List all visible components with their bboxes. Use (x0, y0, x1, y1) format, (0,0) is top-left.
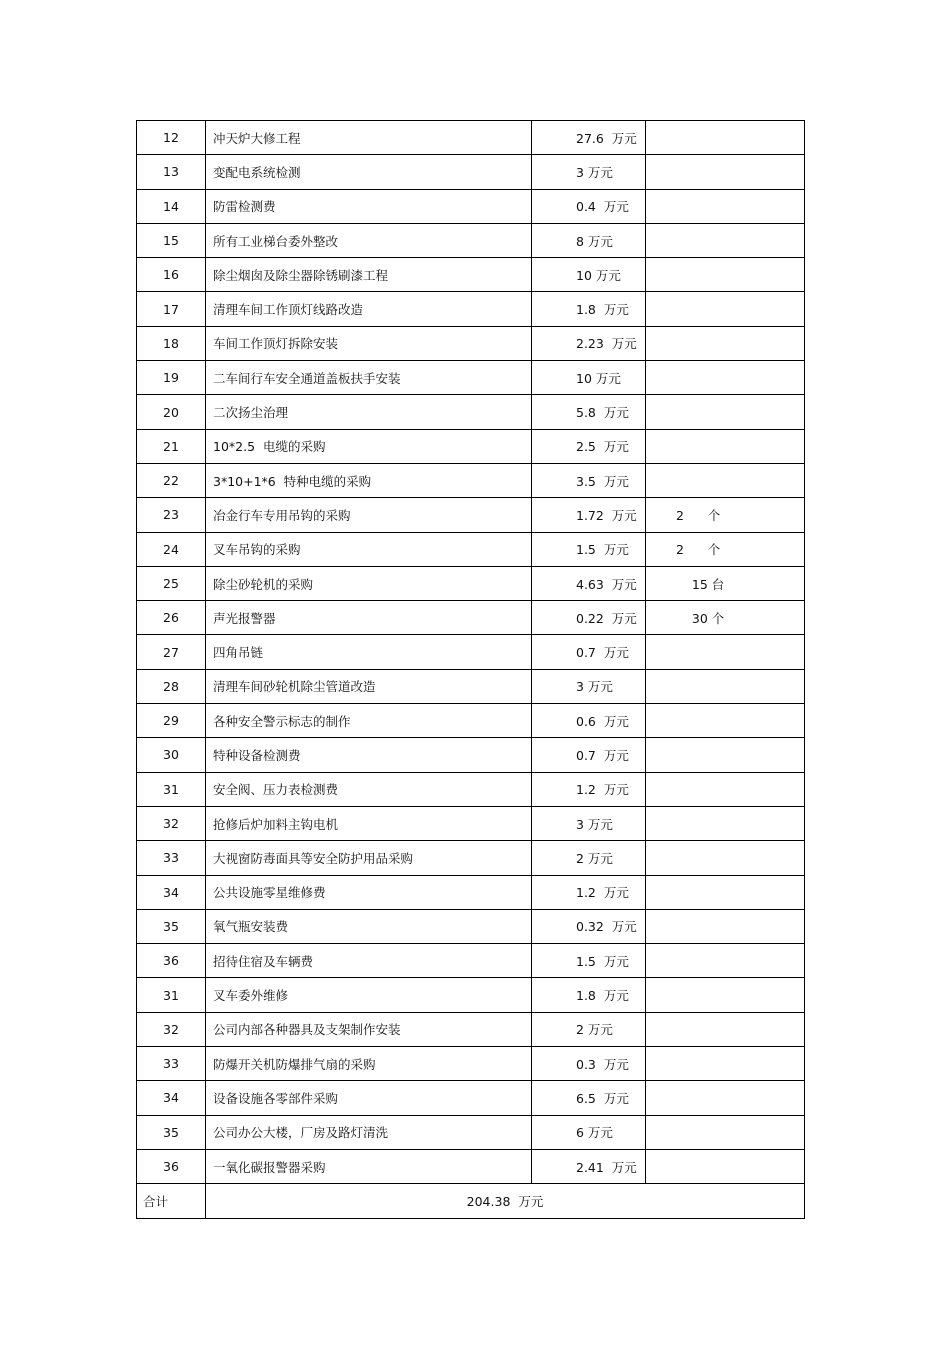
total-row (137, 1184, 805, 1218)
item-description: 叉车委外维修 (206, 978, 532, 1012)
item-description: 各种安全警示标志的制作 (206, 704, 532, 738)
table-row (137, 498, 805, 532)
row-number: 33 (137, 1047, 206, 1081)
item-description: 公司内部各种器具及支架制作安装 (206, 1012, 532, 1046)
item-description: 10*2.5 电缆的采购 (206, 429, 532, 463)
item-description: 抢修后炉加料主钩电机 (206, 806, 532, 840)
item-quantity (646, 704, 805, 738)
item-amount: 1.5 万元 (532, 944, 646, 978)
item-amount: 2.41 万元 (532, 1149, 646, 1183)
row-number: 18 (137, 326, 206, 360)
item-description: 招待住宿及车辆费 (206, 944, 532, 978)
item-amount: 3 万元 (532, 669, 646, 703)
table-row (137, 258, 805, 292)
row-number: 15 (137, 223, 206, 257)
item-quantity (646, 1149, 805, 1183)
item-quantity: 30 个 (646, 601, 805, 635)
item-amount: 2 万元 (532, 841, 646, 875)
total-label: 合计 (137, 1184, 206, 1218)
table-row (137, 155, 805, 189)
row-number: 24 (137, 532, 206, 566)
row-number: 33 (137, 841, 206, 875)
row-number: 26 (137, 601, 206, 635)
item-amount: 10 万元 (532, 361, 646, 395)
item-quantity (646, 429, 805, 463)
table-row (137, 326, 805, 360)
item-amount: 2.5 万元 (532, 429, 646, 463)
item-description: 叉车吊钩的采购 (206, 532, 532, 566)
row-number: 35 (137, 1115, 206, 1149)
item-amount: 0.22 万元 (532, 601, 646, 635)
table-row (137, 704, 805, 738)
table-row (137, 635, 805, 669)
row-number: 14 (137, 189, 206, 223)
item-amount: 0.4 万元 (532, 189, 646, 223)
table-row (137, 1081, 805, 1115)
row-number: 21 (137, 429, 206, 463)
row-number: 16 (137, 258, 206, 292)
table-row (137, 1115, 805, 1149)
item-description: 公共设施零星维修费 (206, 875, 532, 909)
item-quantity (646, 806, 805, 840)
item-description: 清理车间砂轮机除尘管道改造 (206, 669, 532, 703)
table-row (137, 532, 805, 566)
item-quantity (646, 841, 805, 875)
item-amount: 3 万元 (532, 155, 646, 189)
item-description: 四角吊链 (206, 635, 532, 669)
table-row (137, 944, 805, 978)
table-row (137, 1047, 805, 1081)
expense-table-body (137, 121, 805, 1219)
item-description: 变配电系统检测 (206, 155, 532, 189)
item-description: 氧气瓶安装费 (206, 909, 532, 943)
item-amount: 1.72 万元 (532, 498, 646, 532)
item-description: 安全阀、压力表检测费 (206, 772, 532, 806)
item-description: 清理车间工作顶灯线路改造 (206, 292, 532, 326)
total-value: 204.38 万元 (206, 1184, 805, 1218)
item-description: 特种设备检测费 (206, 738, 532, 772)
item-quantity (646, 189, 805, 223)
item-quantity (646, 463, 805, 497)
item-description: 防爆开关机防爆排气扇的采购 (206, 1047, 532, 1081)
row-number: 31 (137, 978, 206, 1012)
table-row (137, 189, 805, 223)
item-quantity (646, 121, 805, 155)
item-description: 冶金行车专用吊钩的采购 (206, 498, 532, 532)
item-amount: 4.63 万元 (532, 566, 646, 600)
item-amount: 0.6 万元 (532, 704, 646, 738)
table-row (137, 1012, 805, 1046)
item-quantity (646, 978, 805, 1012)
item-quantity: 2 个 (646, 498, 805, 532)
item-amount: 5.8 万元 (532, 395, 646, 429)
table-row (137, 806, 805, 840)
item-amount: 1.8 万元 (532, 978, 646, 1012)
row-number: 17 (137, 292, 206, 326)
table-row (137, 669, 805, 703)
item-amount: 6.5 万元 (532, 1081, 646, 1115)
item-quantity (646, 635, 805, 669)
item-description: 3*10+1*6 特种电缆的采购 (206, 463, 532, 497)
item-quantity (646, 292, 805, 326)
row-number: 36 (137, 944, 206, 978)
item-quantity (646, 944, 805, 978)
item-amount: 2 万元 (532, 1012, 646, 1046)
row-number: 25 (137, 566, 206, 600)
item-amount: 8 万元 (532, 223, 646, 257)
table-row (137, 978, 805, 1012)
table-row (137, 395, 805, 429)
item-quantity (646, 155, 805, 189)
item-amount: 1.2 万元 (532, 772, 646, 806)
item-amount: 3 万元 (532, 806, 646, 840)
table-row (137, 429, 805, 463)
table-row (137, 292, 805, 326)
item-description: 声光报警器 (206, 601, 532, 635)
table-row (137, 223, 805, 257)
item-amount: 0.3 万元 (532, 1047, 646, 1081)
table-row (137, 909, 805, 943)
item-amount: 6 万元 (532, 1115, 646, 1149)
row-number: 31 (137, 772, 206, 806)
item-amount: 1.2 万元 (532, 875, 646, 909)
item-amount: 3.5 万元 (532, 463, 646, 497)
item-quantity (646, 1047, 805, 1081)
item-description: 所有工业梯台委外整改 (206, 223, 532, 257)
item-description: 大视窗防毒面具等安全防护用品采购 (206, 841, 532, 875)
row-number: 23 (137, 498, 206, 532)
item-quantity (646, 875, 805, 909)
item-quantity (646, 772, 805, 806)
table-row (137, 361, 805, 395)
row-number: 34 (137, 875, 206, 909)
item-amount: 2.23 万元 (532, 326, 646, 360)
row-number: 27 (137, 635, 206, 669)
row-number: 22 (137, 463, 206, 497)
table-row (137, 1149, 805, 1183)
table-row (137, 738, 805, 772)
item-quantity (646, 1012, 805, 1046)
table-row (137, 601, 805, 635)
item-description: 车间工作顶灯拆除安装 (206, 326, 532, 360)
row-number: 13 (137, 155, 206, 189)
item-description: 冲天炉大修工程 (206, 121, 532, 155)
item-description: 二车间行车安全通道盖板扶手安装 (206, 361, 532, 395)
item-quantity (646, 669, 805, 703)
row-number: 36 (137, 1149, 206, 1183)
item-quantity (646, 395, 805, 429)
item-quantity (646, 258, 805, 292)
item-amount: 0.32 万元 (532, 909, 646, 943)
item-amount: 0.7 万元 (532, 635, 646, 669)
item-quantity (646, 1115, 805, 1149)
row-number: 28 (137, 669, 206, 703)
row-number: 19 (137, 361, 206, 395)
item-quantity (646, 1081, 805, 1115)
table-row (137, 772, 805, 806)
expense-table (136, 120, 805, 1219)
item-quantity (646, 361, 805, 395)
table-row (137, 566, 805, 600)
table-row (137, 875, 805, 909)
row-number: 34 (137, 1081, 206, 1115)
item-description: 二次扬尘治理 (206, 395, 532, 429)
item-description: 一氧化碳报警器采购 (206, 1149, 532, 1183)
item-amount: 1.8 万元 (532, 292, 646, 326)
row-number: 20 (137, 395, 206, 429)
item-quantity (646, 326, 805, 360)
table-row (137, 121, 805, 155)
item-amount: 10 万元 (532, 258, 646, 292)
item-description: 设备设施各零部件采购 (206, 1081, 532, 1115)
item-quantity: 15 台 (646, 566, 805, 600)
item-quantity (646, 909, 805, 943)
row-number: 12 (137, 121, 206, 155)
item-description: 除尘砂轮机的采购 (206, 566, 532, 600)
row-number: 29 (137, 704, 206, 738)
item-quantity (646, 223, 805, 257)
item-amount: 0.7 万元 (532, 738, 646, 772)
item-quantity (646, 738, 805, 772)
row-number: 35 (137, 909, 206, 943)
item-quantity: 2 个 (646, 532, 805, 566)
table-row (137, 841, 805, 875)
item-description: 公司办公大楼，厂房及路灯清洗 (206, 1115, 532, 1149)
item-description: 除尘烟囱及除尘器除锈刷漆工程 (206, 258, 532, 292)
row-number: 30 (137, 738, 206, 772)
item-amount: 27.6 万元 (532, 121, 646, 155)
row-number: 32 (137, 1012, 206, 1046)
item-description: 防雷检测费 (206, 189, 532, 223)
table-row (137, 463, 805, 497)
row-number: 32 (137, 806, 206, 840)
item-amount: 1.5 万元 (532, 532, 646, 566)
